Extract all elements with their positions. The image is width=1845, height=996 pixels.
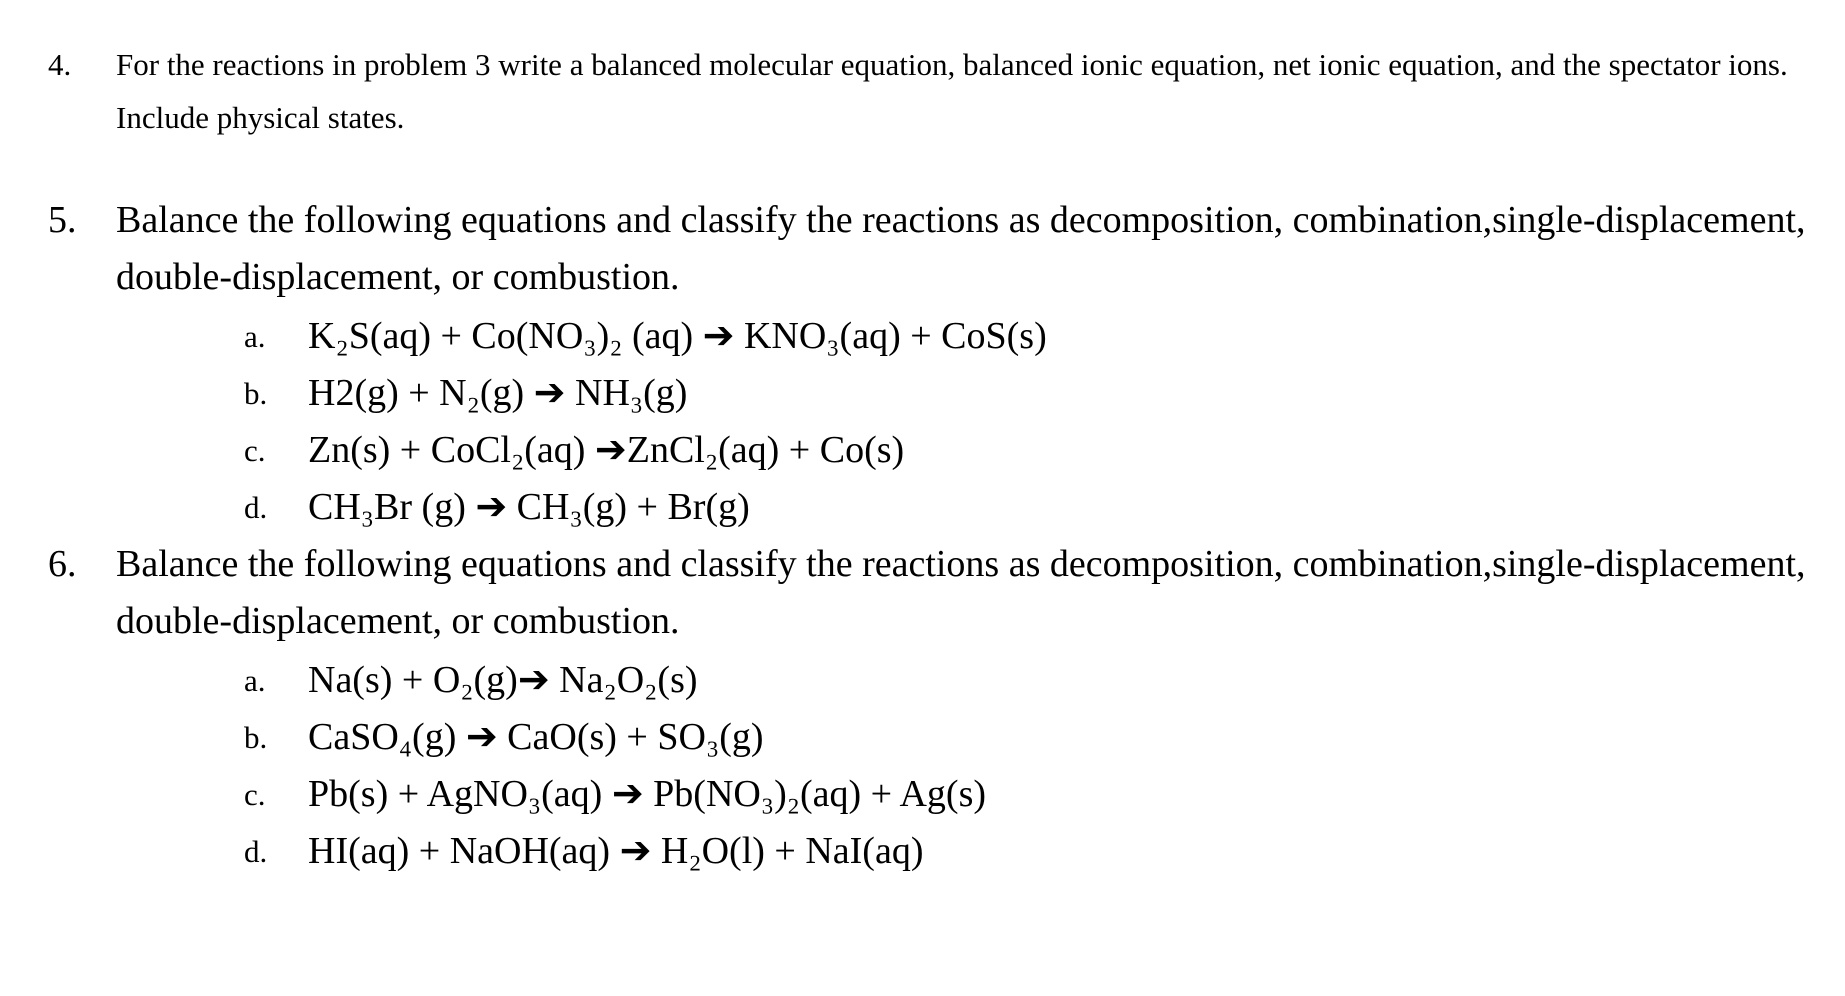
chemical-equation: CaSO₄(g) ➔ CaO(s) + SO₃(g) (308, 716, 764, 758)
problem-number: 4. (48, 47, 72, 82)
problem-number: 5. (48, 199, 77, 241)
item-letter: c. (244, 433, 266, 468)
item-letter: d. (244, 834, 268, 869)
chemical-equation: Na(s) + O₂(g)➔ Na₂O₂(s) (308, 659, 698, 701)
item-letter: b. (244, 720, 268, 755)
item-letter: a. (244, 319, 266, 354)
item-letter: d. (244, 490, 268, 525)
chemical-equation: K₂S(aq) + Co(NO₃)₂ (aq) ➔ KNO₃(aq) + CoS(s) (308, 315, 1047, 357)
chemical-equation: CH₃Br (g) ➔ CH₃(g) + Br(g) (308, 486, 750, 528)
item-letter: c. (244, 777, 266, 812)
item-letter: b. (244, 376, 268, 411)
item-letter: a. (244, 663, 266, 698)
chemical-equation: HI(aq) + NaOH(aq) ➔ H₂O(l) + NaI(aq) (308, 830, 924, 872)
chemical-equation: Zn(s) + CoCl₂(aq) ➔ZnCl₂(aq) + Co(s) (308, 429, 905, 471)
chemical-equation: Pb(s) + AgNO₃(aq) ➔ Pb(NO₃)₂(aq) + Ag(s) (308, 773, 987, 815)
chemical-equation: H2(g) + N₂(g) ➔ NH₃(g) (308, 372, 688, 414)
problem-number: 6. (48, 543, 77, 585)
problem-text: For the reactions in problem 3 write a balanced molecular equation, balanced ionic equation, net ionic equation, and the spectator ions. Include physical states. (116, 47, 1788, 135)
problem-text: Balance the following equations and classify the reactions as decomposition, combination,single-displacement, double-displacement, or combustion. (116, 199, 1806, 298)
problem-text: Balance the following equations and classify the reactions as decomposition, combination,single-displacement, double-displacement, or combustion. (116, 543, 1806, 642)
